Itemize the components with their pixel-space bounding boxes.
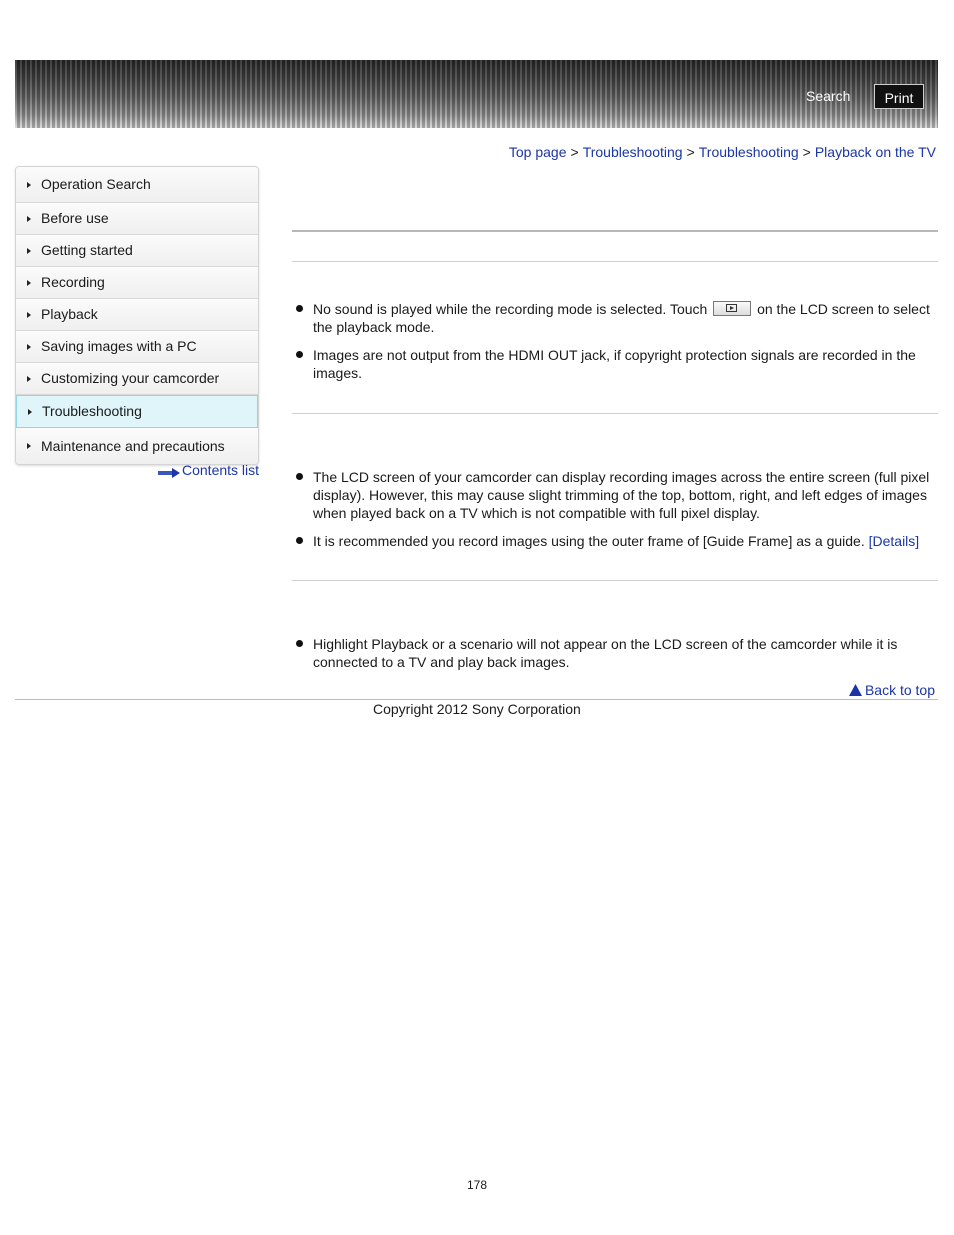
sidebar-item-operation-search[interactable] <box>16 167 258 203</box>
triangle-up-icon <box>849 684 862 696</box>
sidebar-item-getting-started[interactable] <box>16 235 258 267</box>
list-item <box>292 346 938 382</box>
bullet-text: The LCD screen of your camcorder can display recording images across the entire screen (full pixel display). However, this may cause slight trimming of the top, bottom, right, and left edges of images when played back on a TV which is not compatible with full pixel display. <box>313 469 930 521</box>
section-divider <box>292 413 938 414</box>
playback-mode-button-icon <box>713 301 751 316</box>
sidebar-item-label: Recording <box>41 274 105 290</box>
bullet-text: Images are not output from the HDMI OUT jack, if copyright protection signals are recorded in the images. <box>313 347 916 381</box>
breadcrumb <box>509 144 936 160</box>
back-to-top-label: Back to top <box>864 682 935 698</box>
bullet-icon <box>296 640 303 647</box>
breadcrumb-playback-on-tv[interactable]: Playback on the TV <box>814 144 936 160</box>
sidebar-item-maintenance[interactable] <box>16 428 258 464</box>
bullet-icon <box>296 305 303 312</box>
list-item <box>292 635 938 671</box>
sidebar-item-troubleshooting[interactable] <box>16 395 258 428</box>
breadcrumb-troubleshooting-1[interactable]: Troubleshooting <box>582 144 683 160</box>
sidebar-item-playback[interactable] <box>16 299 258 331</box>
header-bar <box>15 60 938 128</box>
sidebar-item-before-use[interactable] <box>16 203 258 235</box>
section-no-sound <box>292 300 938 392</box>
contents-list-label: Contents list <box>182 462 260 478</box>
bullet-text: No sound is played while the recording mode is selected. Touch <box>313 301 708 317</box>
arrow-right-icon <box>27 344 31 350</box>
arrow-right-icon <box>27 443 31 449</box>
section-divider <box>292 261 938 262</box>
sidebar-item-label: Playback <box>41 306 98 322</box>
arrow-right-icon <box>27 376 31 382</box>
bullet-icon <box>296 351 303 358</box>
list-item <box>292 300 938 336</box>
arrow-right-icon <box>27 248 31 254</box>
title-divider <box>292 230 938 232</box>
list-item <box>292 532 938 550</box>
footer-divider <box>15 699 938 700</box>
arrow-right-icon <box>27 312 31 318</box>
sidebar-item-label: Before use <box>41 210 109 226</box>
copyright-text: Copyright 2012 Sony Corporation <box>373 701 581 717</box>
print-button[interactable]: Print <box>874 84 924 109</box>
back-to-top-link[interactable] <box>849 682 935 698</box>
sidebar-item-saving-images[interactable] <box>16 331 258 363</box>
list-item <box>292 468 938 522</box>
arrow-right-icon <box>27 216 31 222</box>
breadcrumb-top-page[interactable]: Top page <box>508 144 567 160</box>
sidebar-item-label: Getting started <box>41 242 133 258</box>
sidebar-item-label: Saving images with a PC <box>41 338 197 354</box>
section-divider <box>292 580 938 581</box>
bullet-text: It is recommended you record images using the outer frame of [Guide Frame] as a guide. <box>313 533 865 549</box>
sidebar-item-label: Maintenance and precautions <box>41 437 225 454</box>
section-full-pixel-display <box>292 468 938 560</box>
sidebar-item-label: Operation Search <box>41 176 151 192</box>
breadcrumb-separator: > <box>686 144 695 160</box>
arrow-right-icon <box>158 465 180 475</box>
arrow-right-icon <box>27 280 31 286</box>
bullet-text: Highlight Playback or a scenario will not appear on the LCD screen of the camcorder while it is connected to a TV and play back images. <box>313 636 898 670</box>
arrow-right-icon <box>28 409 32 415</box>
sidebar-item-customizing[interactable] <box>16 363 258 395</box>
details-link[interactable]: [Details] <box>868 533 920 549</box>
bullet-icon <box>296 537 303 544</box>
sidebar-item-label: Customizing your camcorder <box>41 370 220 386</box>
breadcrumb-separator: > <box>802 144 811 160</box>
breadcrumb-separator: > <box>570 144 579 160</box>
search-link[interactable]: Search <box>806 88 851 104</box>
breadcrumb-troubleshooting-2[interactable]: Troubleshooting <box>698 144 799 160</box>
contents-list-link[interactable] <box>158 462 259 478</box>
sidebar-item-label: Troubleshooting <box>42 403 142 419</box>
sidebar-item-recording[interactable] <box>16 267 258 299</box>
section-highlight-playback <box>292 635 938 681</box>
page-number: 178 <box>466 1178 488 1192</box>
arrow-right-icon <box>27 182 31 188</box>
bullet-text: on the LCD screen to select the playback mode. <box>313 301 930 335</box>
bullet-icon <box>296 473 303 480</box>
sidebar-nav <box>15 166 259 465</box>
